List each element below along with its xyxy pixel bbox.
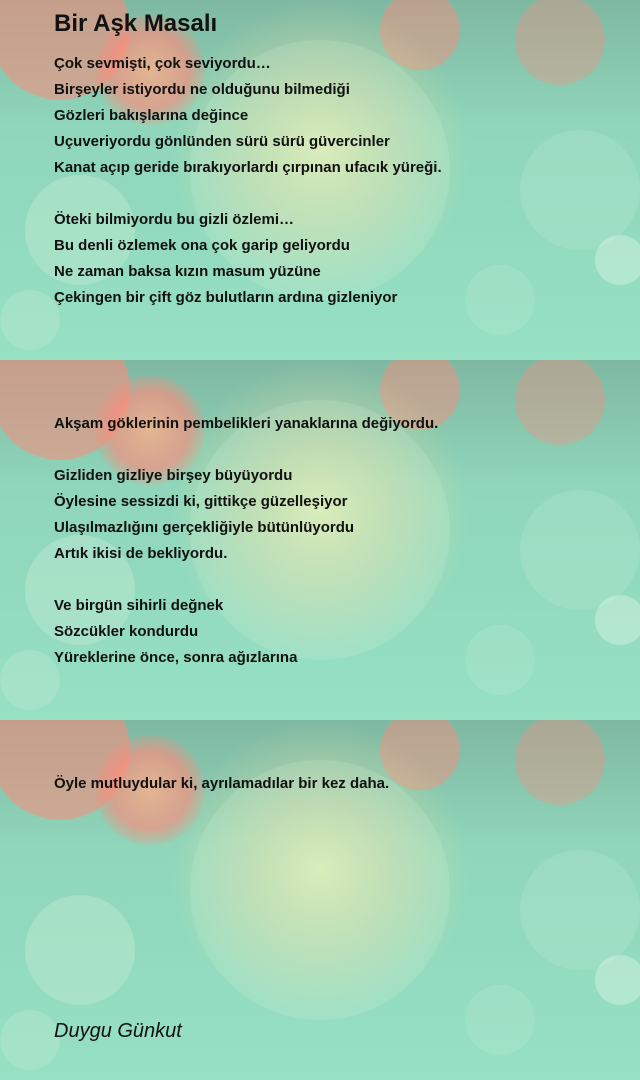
poem-line: Öylesine sessizdi ki, gittikçe güzelleşiyor: [54, 493, 348, 510]
author-name: Duygu Günkut: [54, 1020, 182, 1042]
poem-line: Birşeyler istiyordu ne olduğunu bilmediği: [54, 81, 350, 98]
poem-line: Ne zaman baksa kızın masum yüzüne: [54, 263, 321, 280]
stanza-5: [54, 593, 297, 671]
poem-line: Gözleri bakışlarına değince: [54, 107, 249, 124]
poem-line: Çok sevmişti, çok seviyordu…: [54, 55, 271, 72]
poem-line: Gizliden gizliye birşey büyüyordu: [54, 467, 293, 484]
stanza-3: [54, 411, 438, 437]
poem-line: Ulaşılmazlığını gerçekliğiyle bütünlüyordu: [54, 519, 355, 536]
stanza-2: [54, 207, 397, 311]
poem-line: Yüreklerine önce, sonra ağızlarına: [54, 649, 298, 666]
poem-line: Sözcükler kondurdu: [54, 623, 199, 640]
poem-panel-2: [0, 360, 640, 720]
poem-line: Ve birgün sihirli değnek: [54, 597, 224, 614]
stanza-6: [54, 771, 389, 797]
poem-panel-1: [0, 0, 640, 360]
poem-line: Bu denli özlemek ona çok garip geliyordu: [54, 237, 350, 254]
poem-line: Artık ikisi de bekliyordu.: [54, 545, 228, 562]
poem-line: Uçuveriyordu gönlünden sürü sürü güvercinler: [54, 133, 390, 150]
stanza-1: [54, 51, 442, 181]
poem-line: Kanat açıp geride bırakıyorlardı çırpınan ufacık yüreği.: [54, 159, 442, 176]
poem-line: Öyle mutluydular ki, ayrılamadılar bir kez daha.: [54, 775, 390, 792]
poem-line: Çekingen bir çift göz bulutların ardına gizleniyor: [54, 289, 398, 306]
poem-line: Öteki bilmiyordu bu gizli özlemi…: [54, 211, 295, 228]
stanza-4: [54, 463, 354, 567]
poem-title: Bir Aşk Masalı: [54, 10, 218, 37]
poem-line: Akşam göklerinin pembelikleri yanaklarına değiyordu.: [54, 415, 439, 432]
